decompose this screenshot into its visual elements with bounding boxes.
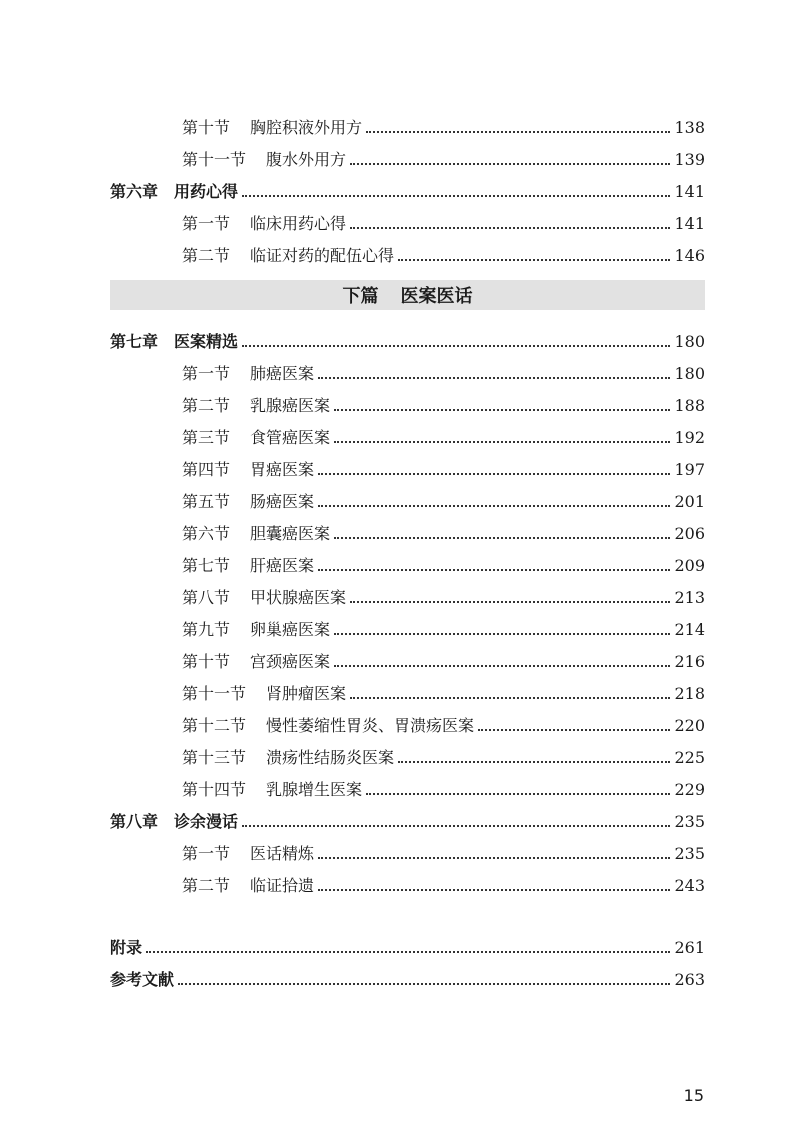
entry-page: 213 [674, 588, 705, 607]
entry-title: 腹水外用方 [266, 150, 347, 169]
part-title: 医案医话 [400, 286, 473, 307]
toc-section-entry[interactable] [110, 448, 705, 480]
entry-title: 胃癌医案 [250, 460, 315, 479]
table-of-contents [110, 106, 705, 990]
entry-number: 第二节 [182, 396, 231, 415]
toc-section-entry[interactable] [110, 138, 705, 170]
toc-lower-section [110, 320, 705, 896]
dot-leader [350, 163, 670, 165]
entry-number: 第十三节 [182, 748, 247, 767]
dot-leader [366, 131, 670, 133]
entry-title: 临证对药的配伍心得 [250, 246, 395, 265]
entry-number: 第十二节 [182, 716, 247, 735]
entry-number: 第二节 [182, 876, 231, 895]
dot-leader [318, 377, 670, 379]
entry-title: 宫颈癌医案 [250, 652, 331, 671]
dot-leader [334, 441, 670, 443]
entry-number: 第十四节 [182, 780, 247, 799]
dot-leader [350, 601, 670, 603]
entry-number: 第十节 [182, 652, 231, 671]
dot-leader [146, 951, 670, 953]
entry-number: 第三节 [182, 428, 231, 447]
page-number: 15 [683, 1086, 704, 1105]
entry-page: 261 [674, 938, 705, 957]
entry-title: 诊余漫话 [174, 812, 239, 831]
toc-section-entry[interactable] [110, 864, 705, 896]
entry-number: 第十节 [182, 118, 231, 137]
entry-title: 医话精炼 [250, 844, 315, 863]
toc-section-entry[interactable] [110, 202, 705, 234]
dot-leader [334, 633, 670, 635]
entry-page: 229 [674, 780, 705, 799]
toc-upper-section [110, 106, 705, 266]
entry-page: 188 [674, 396, 705, 415]
entry-page: 141 [674, 214, 705, 233]
toc-section-entry[interactable] [110, 608, 705, 640]
entry-page: 146 [674, 246, 705, 265]
entry-number: 第一节 [182, 364, 231, 383]
dot-leader [398, 761, 670, 763]
dot-leader [318, 889, 670, 891]
toc-appendix-entry[interactable] [110, 958, 705, 990]
dot-leader [318, 473, 670, 475]
toc-section-entry[interactable] [110, 544, 705, 576]
entry-title: 肾肿瘤医案 [266, 684, 347, 703]
entry-number: 第八章 [110, 812, 159, 831]
entry-title: 参考文献 [110, 970, 175, 989]
dot-leader [318, 505, 670, 507]
dot-leader [366, 793, 670, 795]
entry-page: 138 [674, 118, 705, 137]
dot-leader [318, 857, 670, 859]
entry-number: 第九节 [182, 620, 231, 639]
entry-page: 243 [674, 876, 705, 895]
part-heading [110, 280, 705, 310]
toc-appendix-entry[interactable] [110, 926, 705, 958]
entry-page: 214 [674, 620, 705, 639]
entry-title: 甲状腺癌医案 [250, 588, 347, 607]
entry-number: 第六节 [182, 524, 231, 543]
entry-number: 第四节 [182, 460, 231, 479]
part-label: 下篇 [342, 286, 379, 307]
dot-leader [334, 409, 670, 411]
entry-page: 197 [674, 460, 705, 479]
entry-title: 食管癌医案 [250, 428, 331, 447]
entry-page: 206 [674, 524, 705, 543]
entry-number: 第五节 [182, 492, 231, 511]
toc-section-entry[interactable] [110, 234, 705, 266]
toc-section-entry[interactable] [110, 512, 705, 544]
entry-title: 胆囊癌医案 [250, 524, 331, 543]
entry-title: 临床用药心得 [250, 214, 347, 233]
toc-section-entry[interactable] [110, 704, 705, 736]
entry-page: 218 [674, 684, 705, 703]
dot-leader [350, 227, 670, 229]
entry-page: 180 [674, 332, 705, 351]
entry-number: 第十一节 [182, 150, 247, 169]
entry-number: 第七章 [110, 332, 159, 351]
toc-section-entry[interactable] [110, 480, 705, 512]
entry-page: 225 [674, 748, 705, 767]
entry-title: 临证拾遗 [250, 876, 315, 895]
entry-page: 139 [674, 150, 705, 169]
entry-number: 第十一节 [182, 684, 247, 703]
toc-chapter-entry[interactable] [110, 800, 705, 832]
toc-section-entry[interactable] [110, 416, 705, 448]
entry-title: 乳腺癌医案 [250, 396, 331, 415]
toc-chapter-entry[interactable] [110, 170, 705, 202]
entry-page: 263 [674, 970, 705, 989]
toc-spacer [110, 896, 705, 926]
entry-title: 卵巢癌医案 [250, 620, 331, 639]
entry-title: 肝癌医案 [250, 556, 315, 575]
entry-title: 肠癌医案 [250, 492, 315, 511]
entry-title: 溃疡性结肠炎医案 [266, 748, 395, 767]
dot-leader [178, 983, 670, 985]
entry-page: 180 [674, 364, 705, 383]
entry-number: 第八节 [182, 588, 231, 607]
toc-chapter-entry[interactable] [110, 320, 705, 352]
dot-leader [242, 825, 670, 827]
toc-section-entry[interactable] [110, 736, 705, 768]
entry-page: 201 [674, 492, 705, 511]
entry-page: 209 [674, 556, 705, 575]
entry-page: 216 [674, 652, 705, 671]
dot-leader [242, 345, 670, 347]
dot-leader [334, 665, 670, 667]
toc-section-entry[interactable] [110, 640, 705, 672]
entry-title: 用药心得 [174, 182, 239, 201]
entry-number: 第一节 [182, 844, 231, 863]
entry-title: 乳腺增生医案 [266, 780, 363, 799]
entry-page: 235 [674, 812, 705, 831]
dot-leader [242, 195, 670, 197]
toc-section-entry[interactable] [110, 352, 705, 384]
entry-page: 235 [674, 844, 705, 863]
dot-leader [350, 697, 670, 699]
entry-page: 192 [674, 428, 705, 447]
entry-title: 肺癌医案 [250, 364, 315, 383]
entry-number: 第一节 [182, 214, 231, 233]
toc-section-entry[interactable] [110, 106, 705, 138]
dot-leader [478, 729, 670, 731]
entry-page: 141 [674, 182, 705, 201]
entry-title: 附录 [110, 938, 143, 957]
toc-section-entry[interactable] [110, 384, 705, 416]
toc-section-entry[interactable] [110, 832, 705, 864]
toc-appendix-section [110, 926, 705, 990]
entry-title: 胸腔积液外用方 [250, 118, 363, 137]
toc-section-entry[interactable] [110, 768, 705, 800]
dot-leader [318, 569, 670, 571]
entry-page: 220 [674, 716, 705, 735]
toc-section-entry[interactable] [110, 576, 705, 608]
entry-number: 第二节 [182, 246, 231, 265]
dot-leader [334, 537, 670, 539]
entry-number: 第七节 [182, 556, 231, 575]
toc-section-entry[interactable] [110, 672, 705, 704]
dot-leader [398, 259, 670, 261]
entry-title: 医案精选 [174, 332, 239, 351]
entry-title: 慢性萎缩性胃炎、胃溃疡医案 [266, 716, 475, 735]
entry-number: 第六章 [110, 182, 159, 201]
